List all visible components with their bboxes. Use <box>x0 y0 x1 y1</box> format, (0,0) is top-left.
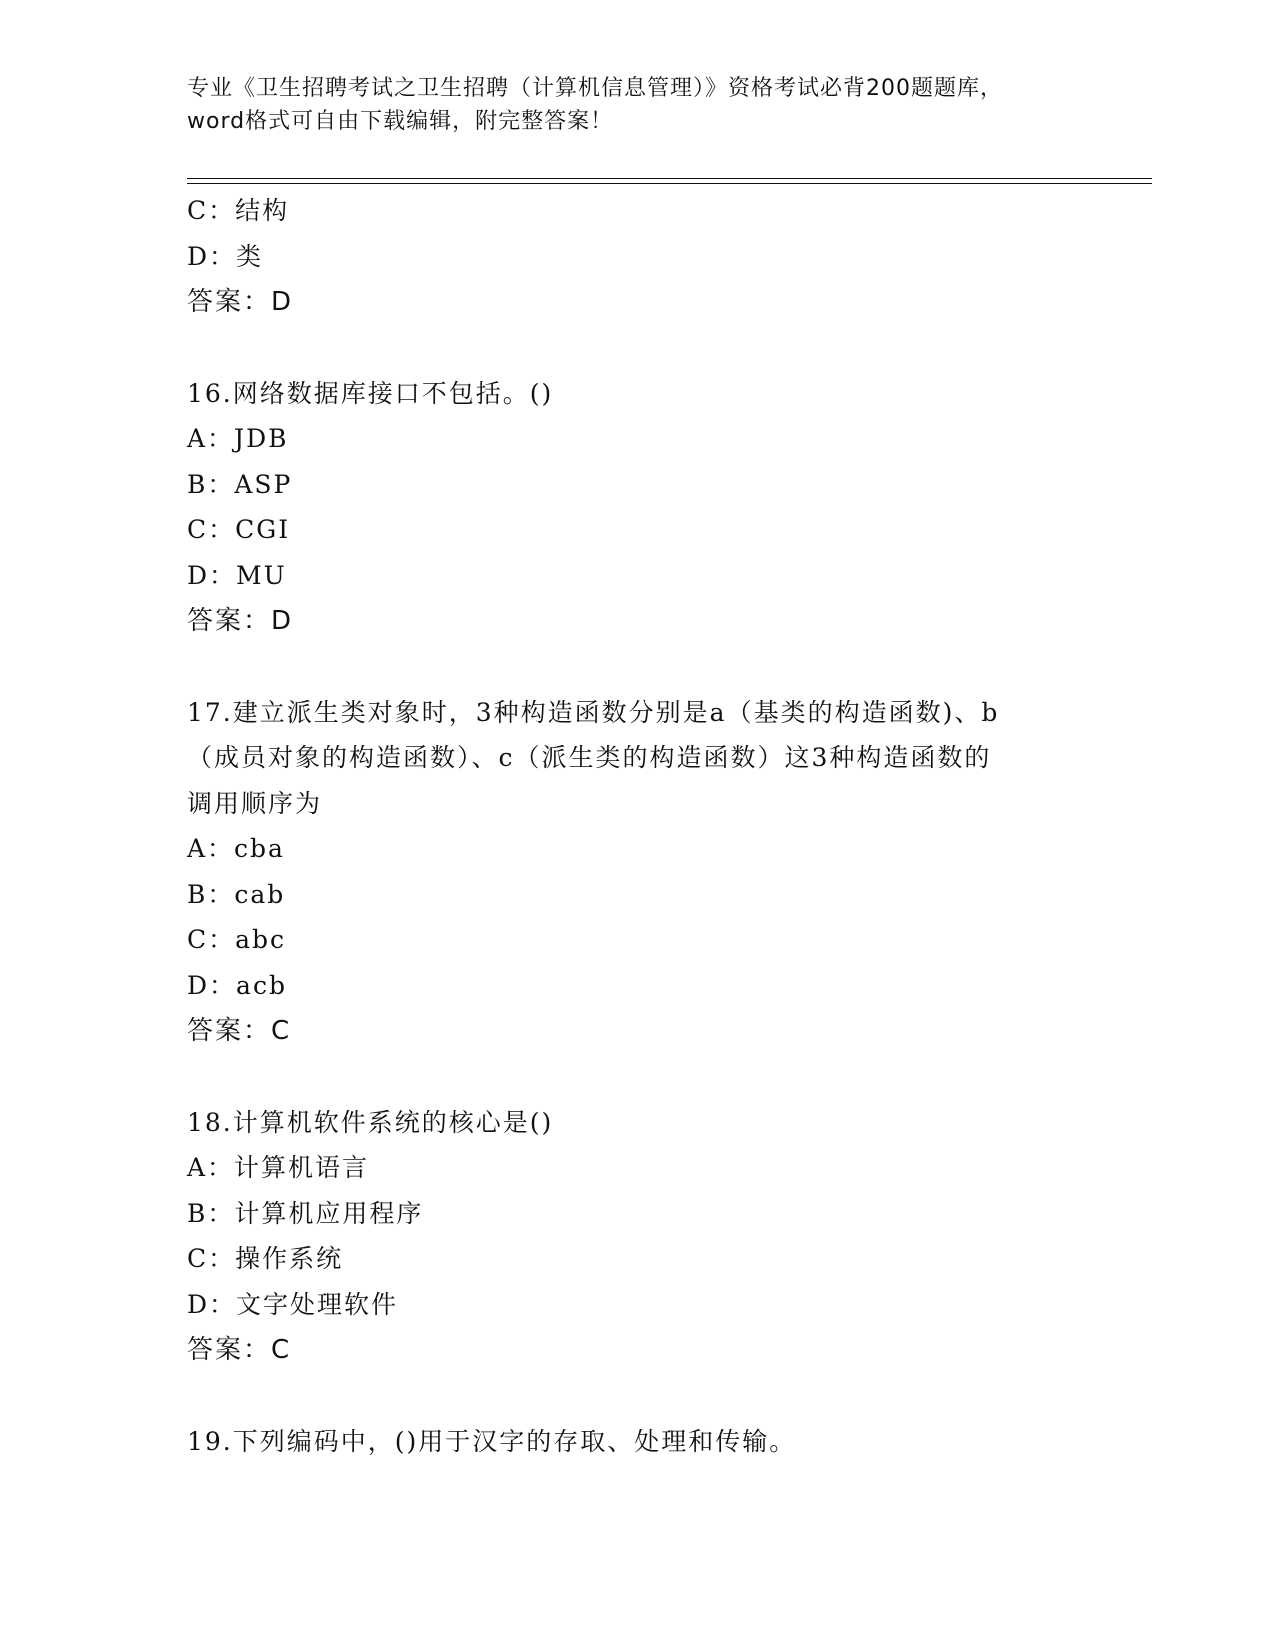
question-list <box>187 188 1087 1464</box>
question-text-line-2: （成员对象的构造函数）、c（派生类的构造函数）这3种构造函数的 <box>187 743 992 772</box>
answer: 答案：C <box>187 1016 292 1046</box>
answer: 答案：D <box>187 606 294 636</box>
option-d: D：MU <box>187 560 287 590</box>
option-a: A：JDB <box>187 424 289 453</box>
option-a: A：计算机语言 <box>187 1153 370 1182</box>
answer: 答案：D <box>187 287 294 317</box>
previous-question-tail <box>187 188 1087 325</box>
question-text: 18.计算机软件系统的核心是() <box>187 1107 554 1137</box>
question-16 <box>187 371 1087 645</box>
question-19 <box>187 1419 1087 1465</box>
header-divider-top <box>187 178 1152 179</box>
question-text-line-3: 调用顺序为 <box>187 788 323 818</box>
option-a: A：cba <box>187 834 285 863</box>
answer: 答案：C <box>187 1335 292 1365</box>
option-b: B：cab <box>187 879 286 909</box>
option-d: D：文字处理软件 <box>187 1289 399 1319</box>
question-17 <box>187 690 1087 1055</box>
document-header <box>187 72 1087 138</box>
question-18 <box>187 1100 1087 1374</box>
option-c: C：操作系统 <box>187 1244 344 1273</box>
question-text: 16.网络数据库接口不包括。() <box>187 378 554 408</box>
option-c: C：CGI <box>187 515 291 544</box>
question-text-line-1: 17.建立派生类对象时，3种构造函数分别是a（基类的构造函数)、b <box>187 697 1000 727</box>
header-divider-bottom <box>187 183 1152 184</box>
header-line-2: word格式可自由下载编辑，附完整答案！ <box>187 109 614 134</box>
option-d: D：类 <box>187 241 264 271</box>
option-c: C：结构 <box>187 196 290 225</box>
option-c: C：abc <box>187 925 287 954</box>
option-b: B：计算机应用程序 <box>187 1198 424 1228</box>
option-d: D：acb <box>187 970 287 1000</box>
question-text: 19.下列编码中，()用于汉字的存取、处理和传输。 <box>187 1426 797 1456</box>
header-line-1: 专业《卫生招聘考试之卫生招聘（计算机信息管理）》资格考试必背200题题库， <box>187 76 1003 101</box>
option-b: B：ASP <box>187 469 293 499</box>
